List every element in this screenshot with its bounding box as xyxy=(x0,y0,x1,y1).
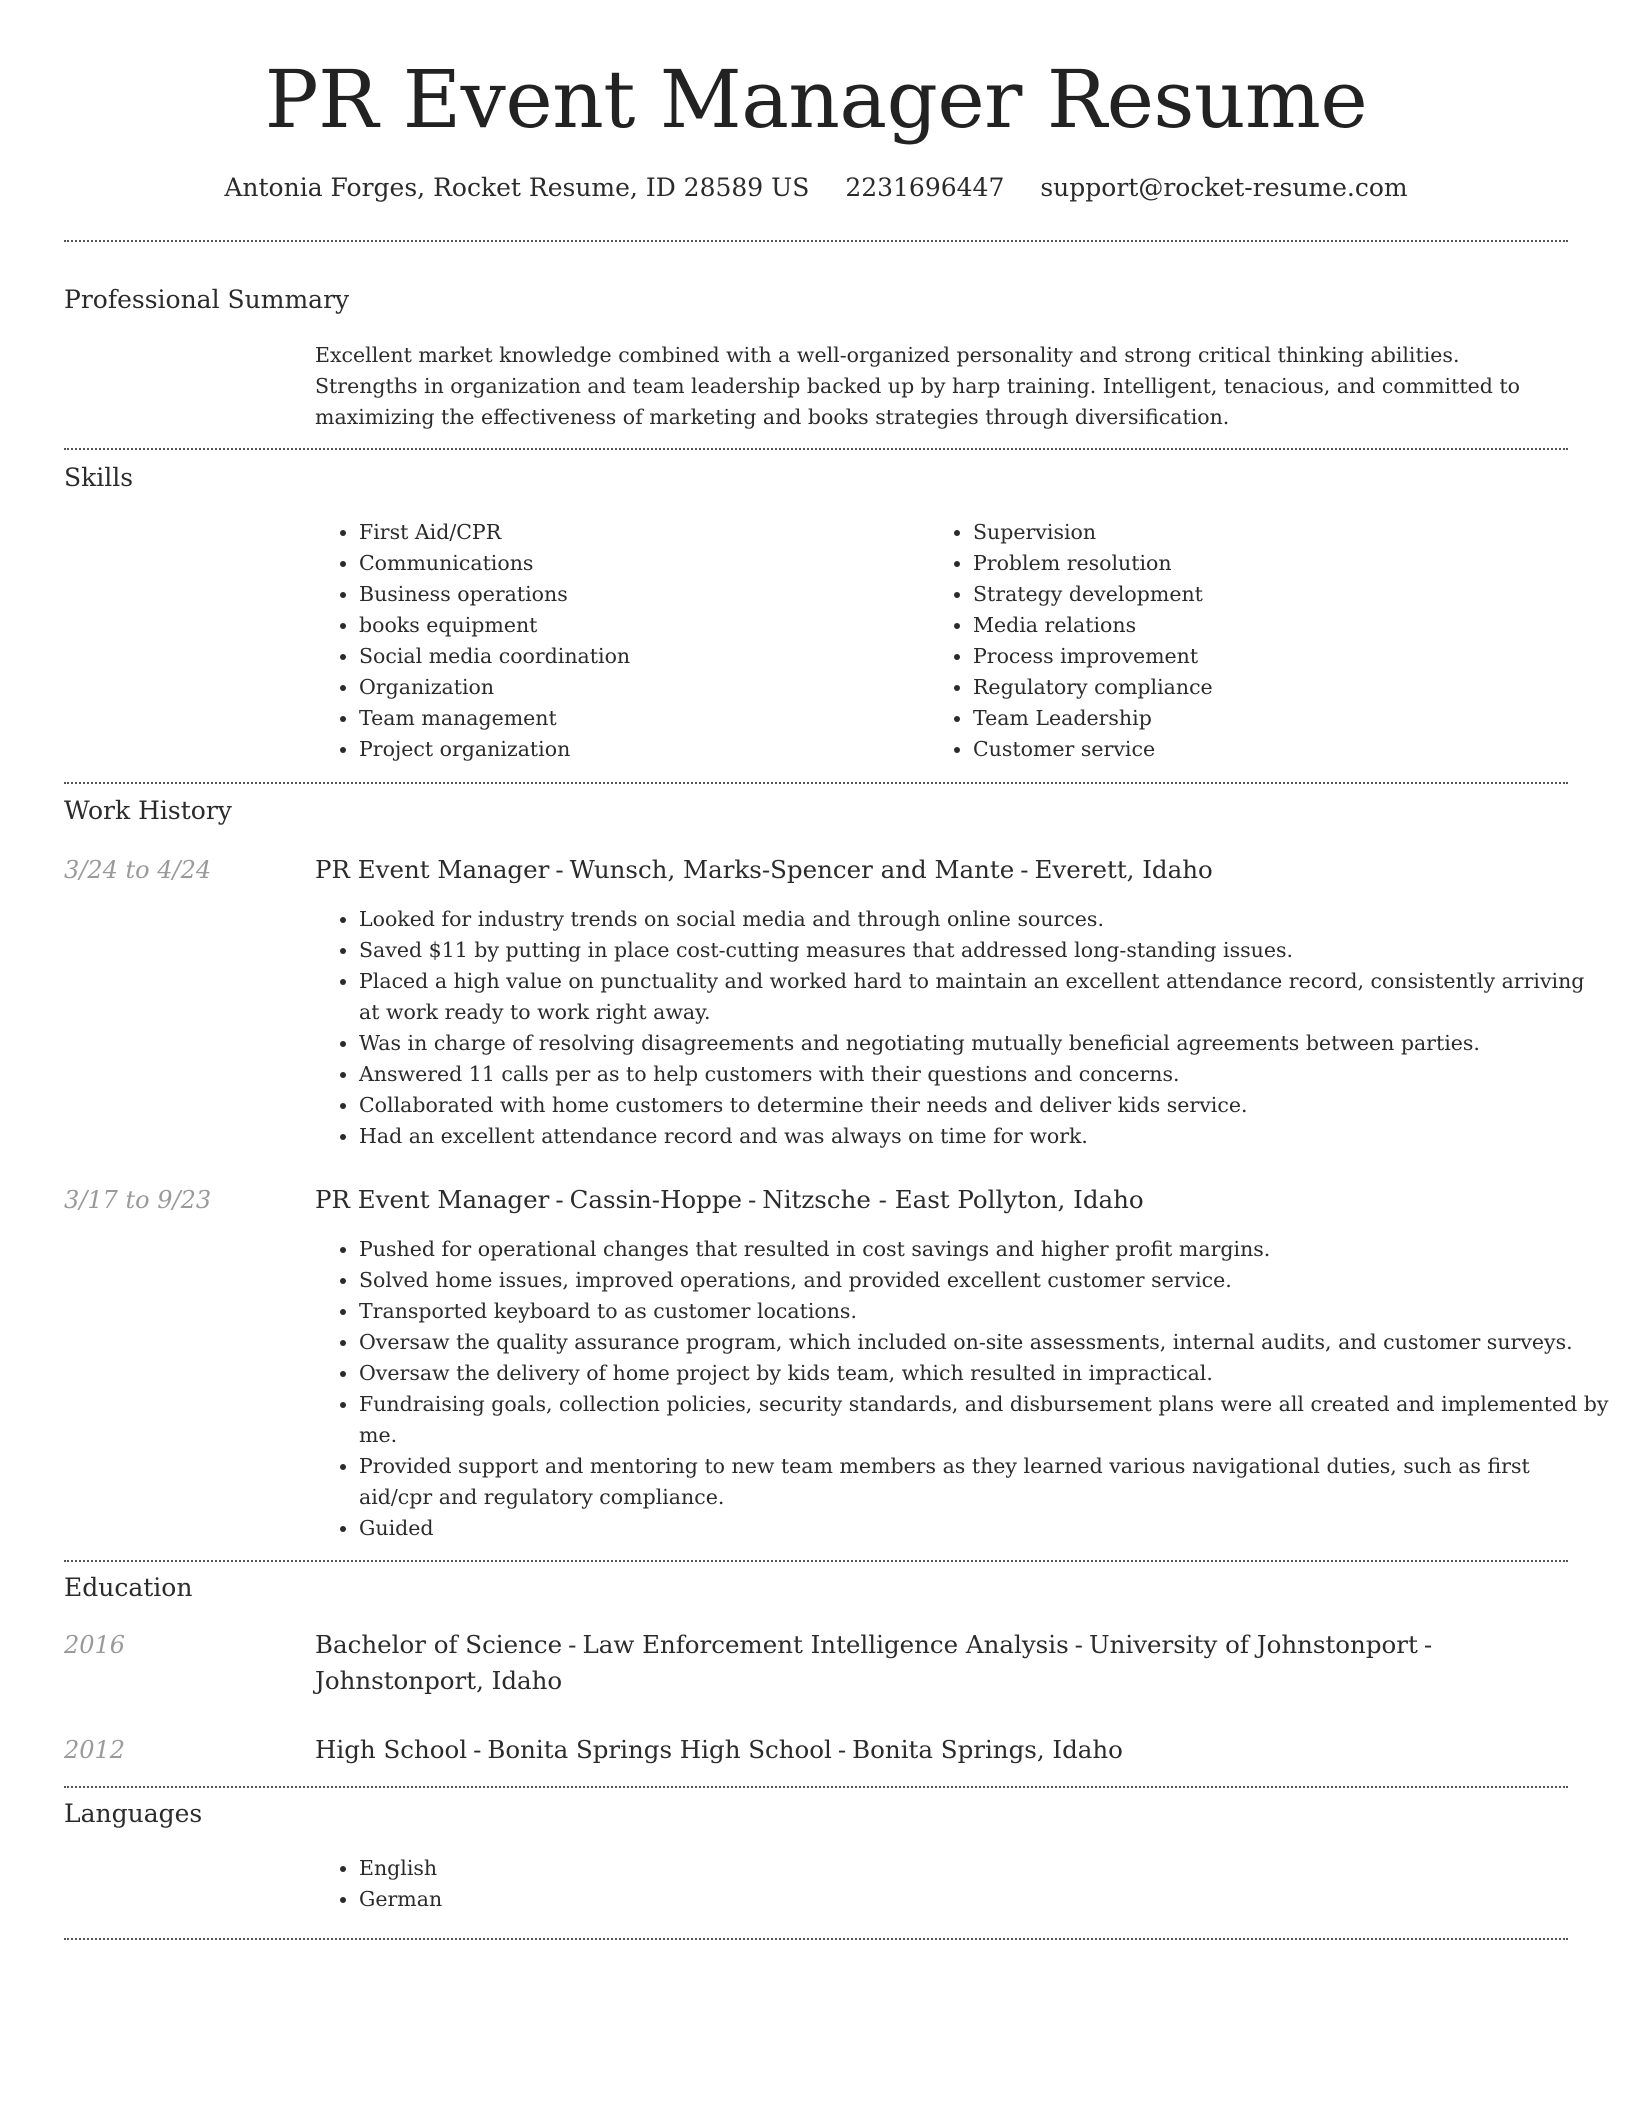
education-field: Law Enforcement Intelligence Analysis xyxy=(582,1630,1069,1659)
skill-item: • Media relations xyxy=(973,610,1573,641)
education-year: 2012 xyxy=(64,1736,126,1764)
skill-item: • Problem resolution xyxy=(973,548,1573,579)
section-title-education: Education xyxy=(64,1573,193,1602)
skill-item: • Business operations xyxy=(359,579,919,610)
education-entry: Bachelor of Science - Law Enforcement Intelligence Analysis - University of Johnstonport - Johnstonport, Idaho xyxy=(315,1630,1433,1695)
job-bullet: • Oversaw the delivery of home project by kids team, which resulted in impractical. xyxy=(359,1358,1609,1389)
job-bullet: • Placed a high value on punctuality and worked hard to maintain an excellent attendance record, consistently arriving at work ready to work right away. xyxy=(359,966,1609,1028)
job-bullets xyxy=(315,904,1609,1152)
job-bullet: • Solved home issues, improved operations, and provided excellent customer service. xyxy=(359,1265,1609,1296)
education-entry: High School - Bonita Springs High School - Bonita Springs, Idaho xyxy=(315,1735,1123,1764)
job-company: Cassin-Hoppe xyxy=(569,1185,742,1214)
skill-item: • Communications xyxy=(359,548,919,579)
job-bullet: • Pushed for operational changes that resulted in cost savings and higher profit margins. xyxy=(359,1234,1609,1265)
education-school: Bonita Springs High School xyxy=(487,1735,832,1764)
section-title-work: Work History xyxy=(64,796,232,825)
contact-phone: 2231696447 xyxy=(845,173,1005,202)
job-dates: 3/24 to 4/24 xyxy=(64,856,212,884)
job-bullet: • Looked for industry trends on social media and through online sources. xyxy=(359,904,1609,935)
job-heading: PR Event Manager - Cassin-Hoppe - Nitzsche - East Pollyton, Idaho xyxy=(315,1185,1144,1214)
skill-item: • Regulatory compliance xyxy=(973,672,1573,703)
section-divider xyxy=(64,1560,1568,1562)
job-role: PR Event Manager xyxy=(315,855,550,884)
section-divider xyxy=(64,448,1568,450)
job-bullet: • Guided xyxy=(359,1513,1609,1544)
job-role: PR Event Manager xyxy=(315,1185,550,1214)
contact-line xyxy=(0,170,1632,206)
skill-item: • books equipment xyxy=(359,610,919,641)
contact-email: support@rocket-resume.com xyxy=(1040,173,1408,202)
skills-list-right xyxy=(929,517,1573,765)
job-location: Everett, Idaho xyxy=(1034,855,1213,884)
summary-text: Excellent market knowledge combined with a well-organized personality and strong critical thinking abilities. Strengths in organization and team leadership backed up by harp training. Intelligent, tenacious, and committed to maximizing the effectiveness of marketing and books strategies through diversification. xyxy=(315,343,1520,429)
language-item: • English xyxy=(359,1853,959,1884)
job-bullet: • Collaborated with home customers to determine their needs and deliver kids service. xyxy=(359,1090,1609,1121)
skill-item: • Strategy development xyxy=(973,579,1573,610)
skill-item: • Organization xyxy=(359,672,919,703)
job-company: Wunsch, Marks-Spencer and Mante xyxy=(569,855,1015,884)
languages-list xyxy=(315,1853,959,1915)
section-divider xyxy=(64,782,1568,784)
education-year: 2016 xyxy=(64,1631,126,1659)
job-dates: 3/17 to 9/23 xyxy=(64,1186,212,1214)
job-bullet: • Transported keyboard to as customer locations. xyxy=(359,1296,1609,1327)
skills-list-left xyxy=(315,517,919,765)
skill-item: • First Aid/CPR xyxy=(359,517,919,548)
skill-item: • Social media coordination xyxy=(359,641,919,672)
job-bullet: • Provided support and mentoring to new team members as they learned various navigational duties, such as first aid/cpr and regulatory compliance. xyxy=(359,1451,1609,1513)
section-title-skills: Skills xyxy=(64,463,134,492)
job-bullet: • Oversaw the quality assurance program, which included on-site assessments, internal audits, and customer surveys. xyxy=(359,1327,1609,1358)
resume-title: PR Event Manager Resume xyxy=(264,53,1368,146)
job-bullet: • Answered 11 calls per as to help customers with their questions and concerns. xyxy=(359,1059,1609,1090)
job-bullet: • Had an excellent attendance record and was always on time for work. xyxy=(359,1121,1609,1152)
section-title-summary: Professional Summary xyxy=(64,285,350,314)
education-degree: High School xyxy=(315,1735,468,1764)
job-bullet: • Fundraising goals, collection policies, security standards, and disbursement plans were all created and implemented by me. xyxy=(359,1389,1609,1451)
section-divider xyxy=(64,1786,1568,1788)
job-bullets xyxy=(315,1234,1609,1544)
job-heading: PR Event Manager - Wunsch, Marks-Spencer and Mante - Everett, Idaho xyxy=(315,855,1213,884)
contact-address: Antonia Forges, Rocket Resume, ID 28589 US xyxy=(224,173,810,202)
job-location: Nitzsche - East Pollyton, Idaho xyxy=(762,1185,1144,1214)
skill-item: • Project organization xyxy=(359,734,919,765)
skill-item: • Supervision xyxy=(973,517,1573,548)
education-location: Bonita Springs, Idaho xyxy=(852,1735,1123,1764)
skill-item: • Team Leadership xyxy=(973,703,1573,734)
language-item: • German xyxy=(359,1884,959,1915)
skill-item: • Customer service xyxy=(973,734,1573,765)
education-degree: Bachelor of Science xyxy=(315,1630,563,1659)
section-divider xyxy=(64,240,1568,242)
skill-item: • Team management xyxy=(359,703,919,734)
section-title-languages: Languages xyxy=(64,1799,203,1828)
section-divider xyxy=(64,1938,1568,1940)
job-bullet: • Was in charge of resolving disagreements and negotiating mutually beneficial agreements between parties. xyxy=(359,1028,1609,1059)
job-bullet: • Saved $11 by putting in place cost-cutting measures that addressed long-standing issues. xyxy=(359,935,1609,966)
education-location: Johnstonport, Idaho xyxy=(315,1666,563,1695)
skill-item: • Process improvement xyxy=(973,641,1573,672)
education-school: University of Johnstonport xyxy=(1088,1630,1418,1659)
